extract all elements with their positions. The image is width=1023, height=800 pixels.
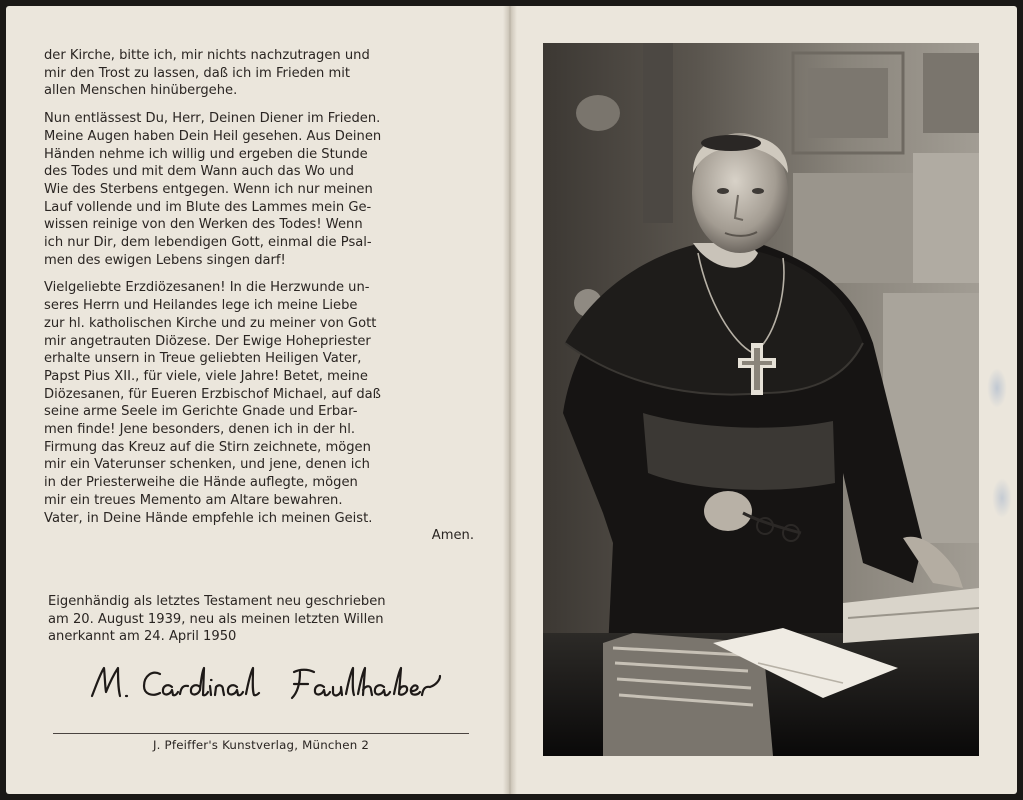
divider-line bbox=[53, 733, 469, 734]
text-line: mir ein treues Memento am Altare bewahren. bbox=[44, 492, 343, 508]
amen: Amen. bbox=[431, 528, 474, 544]
text-line: Wie des Sterbens entgegen. Wenn ich nur meinen bbox=[44, 181, 373, 197]
text-line: der Kirche, bitte ich, mir nichts nachzutragen und bbox=[44, 48, 370, 63]
text-line: Vater, in Deine Hände empfehle ich meinen Geist. bbox=[44, 510, 373, 526]
text-line: mir den Trost zu lassen, daß ich im Frieden mit bbox=[44, 65, 350, 81]
text-line: seres Herrn und Heilandes lege ich meine Liebe bbox=[44, 298, 358, 314]
text-line: des Todes und mit dem Wann auch das Wo und bbox=[44, 164, 354, 180]
cardinal-portrait-photo bbox=[543, 43, 979, 756]
text-line: Vielgeliebte Erzdiözesanen! In die Herzwunde un- bbox=[44, 280, 370, 296]
text-line: Papst Pius XII., für viele, viele Jahre! Betet, meine bbox=[44, 368, 368, 384]
text-line: mir angetrauten Diözese. Der Ewige Hohepriester bbox=[44, 333, 371, 349]
paragraph-2 bbox=[44, 110, 474, 269]
left-page-text bbox=[44, 47, 474, 555]
handwritten-signature bbox=[88, 660, 468, 706]
paper-stain bbox=[987, 368, 1007, 408]
card-fold bbox=[503, 6, 517, 794]
text-line: am 20. August 1939, neu als meinen letzten Willen bbox=[48, 611, 384, 627]
text-line: erhalte unsern in Treue geliebten Heiligen Vater, bbox=[44, 351, 362, 367]
testament-note bbox=[48, 593, 478, 646]
text-line: men finde! Jene besonders, denen ich in der hl. bbox=[44, 422, 356, 438]
text-line: anerkannt am 24. April 1950 bbox=[48, 629, 237, 645]
text-line: in der Priesterweihe die Hände auflegte, mögen bbox=[44, 475, 358, 491]
text-line: seine arme Seele im Gerichte Gnade und Erbar- bbox=[44, 404, 358, 420]
text-line: Lauf vollende und im Blute des Lammes mein Ge- bbox=[44, 199, 372, 215]
text-line: allen Menschen hinübergehe. bbox=[44, 83, 238, 99]
paragraph-1 bbox=[44, 47, 474, 100]
portrait-illustration bbox=[543, 43, 979, 756]
signature-drawing bbox=[88, 660, 468, 706]
text-line: mir ein Vaterunser schenken, und jene, denen ich bbox=[44, 457, 370, 473]
text-line: Eigenhändig als letztes Testament neu geschrieben bbox=[48, 594, 386, 609]
text-line: wissen reinige von den Werken des Todes! Wenn bbox=[44, 217, 363, 233]
text-line: Diözesanen, für Eueren Erzbischof Michael, auf daß bbox=[44, 386, 381, 402]
text-line: Firmung das Kreuz auf die Stirn zeichnete, mögen bbox=[44, 439, 371, 455]
text-line: men des ewigen Lebens singen darf! bbox=[44, 252, 286, 268]
text-line: zur hl. katholischen Kirche und zu meiner von Gott bbox=[44, 315, 377, 331]
text-line: ich nur Dir, dem lebendigen Gott, einmal die Psal- bbox=[44, 235, 372, 251]
text-line: Meine Augen haben Dein Heil gesehen. Aus Deinen bbox=[44, 128, 382, 144]
text-line: Händen nehme ich willig und ergeben die Stunde bbox=[44, 146, 368, 162]
paper-stain bbox=[992, 478, 1012, 518]
text-line: Nun entlässest Du, Herr, Deinen Diener im Frieden. bbox=[44, 111, 381, 127]
paragraph-3 bbox=[44, 279, 474, 545]
publisher-imprint: J. Pfeiffer's Kunstverlag, München 2 bbox=[152, 738, 370, 752]
